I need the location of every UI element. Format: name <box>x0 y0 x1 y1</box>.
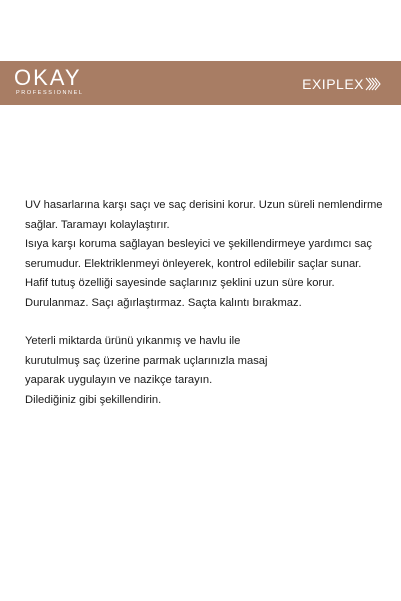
text-line: kurutulmuş saç üzerine parmak uçlarınızla masaj <box>25 354 268 367</box>
okay-logo-subtitle: PROFESSIONNEL <box>16 90 84 96</box>
exiplex-logo-text: EXIPLEX <box>302 76 364 92</box>
text-line: sağlar. Taramayı kolaylaştırır. <box>25 218 170 231</box>
product-description <box>25 196 385 410</box>
text-line: serumudur. Elektriklenmeyi önleyerek, kontrol edilebilir saçlar sunar. <box>25 257 362 270</box>
okay-logo-text: OKAY <box>14 65 82 90</box>
text-line: Isıya karşı koruma sağlayan besleyici ve şekillendirmeye yardımcı saç <box>25 238 372 250</box>
text-line: UV hasarlarına karşı saçı ve saç derisini korur. Uzun süreli nemlendirme <box>25 199 383 211</box>
okay-professionnel-logo <box>14 67 84 97</box>
benefits-paragraph <box>25 196 385 313</box>
text-line: Durulanmaz. Saçı ağırlaştırmaz. Saçta kalıntı bırakmaz. <box>25 296 302 309</box>
exiplex-logo <box>302 77 381 91</box>
text-line: Hafif tutuş özelliği sayesinde saçlarınız şeklini uzun süre korur. <box>25 277 335 289</box>
text-line: Dilediğiniz gibi şekillendirin. <box>25 393 162 406</box>
usage-paragraph <box>25 332 385 410</box>
text-line: Yeterli miktarda ürünü yıkanmış ve havlu ile <box>25 335 241 347</box>
text-line: yaparak uygulayın ve nazikçe tarayın. <box>25 374 213 386</box>
double-chevron-stripes-icon <box>365 77 381 91</box>
brand-header-bar <box>0 61 401 105</box>
